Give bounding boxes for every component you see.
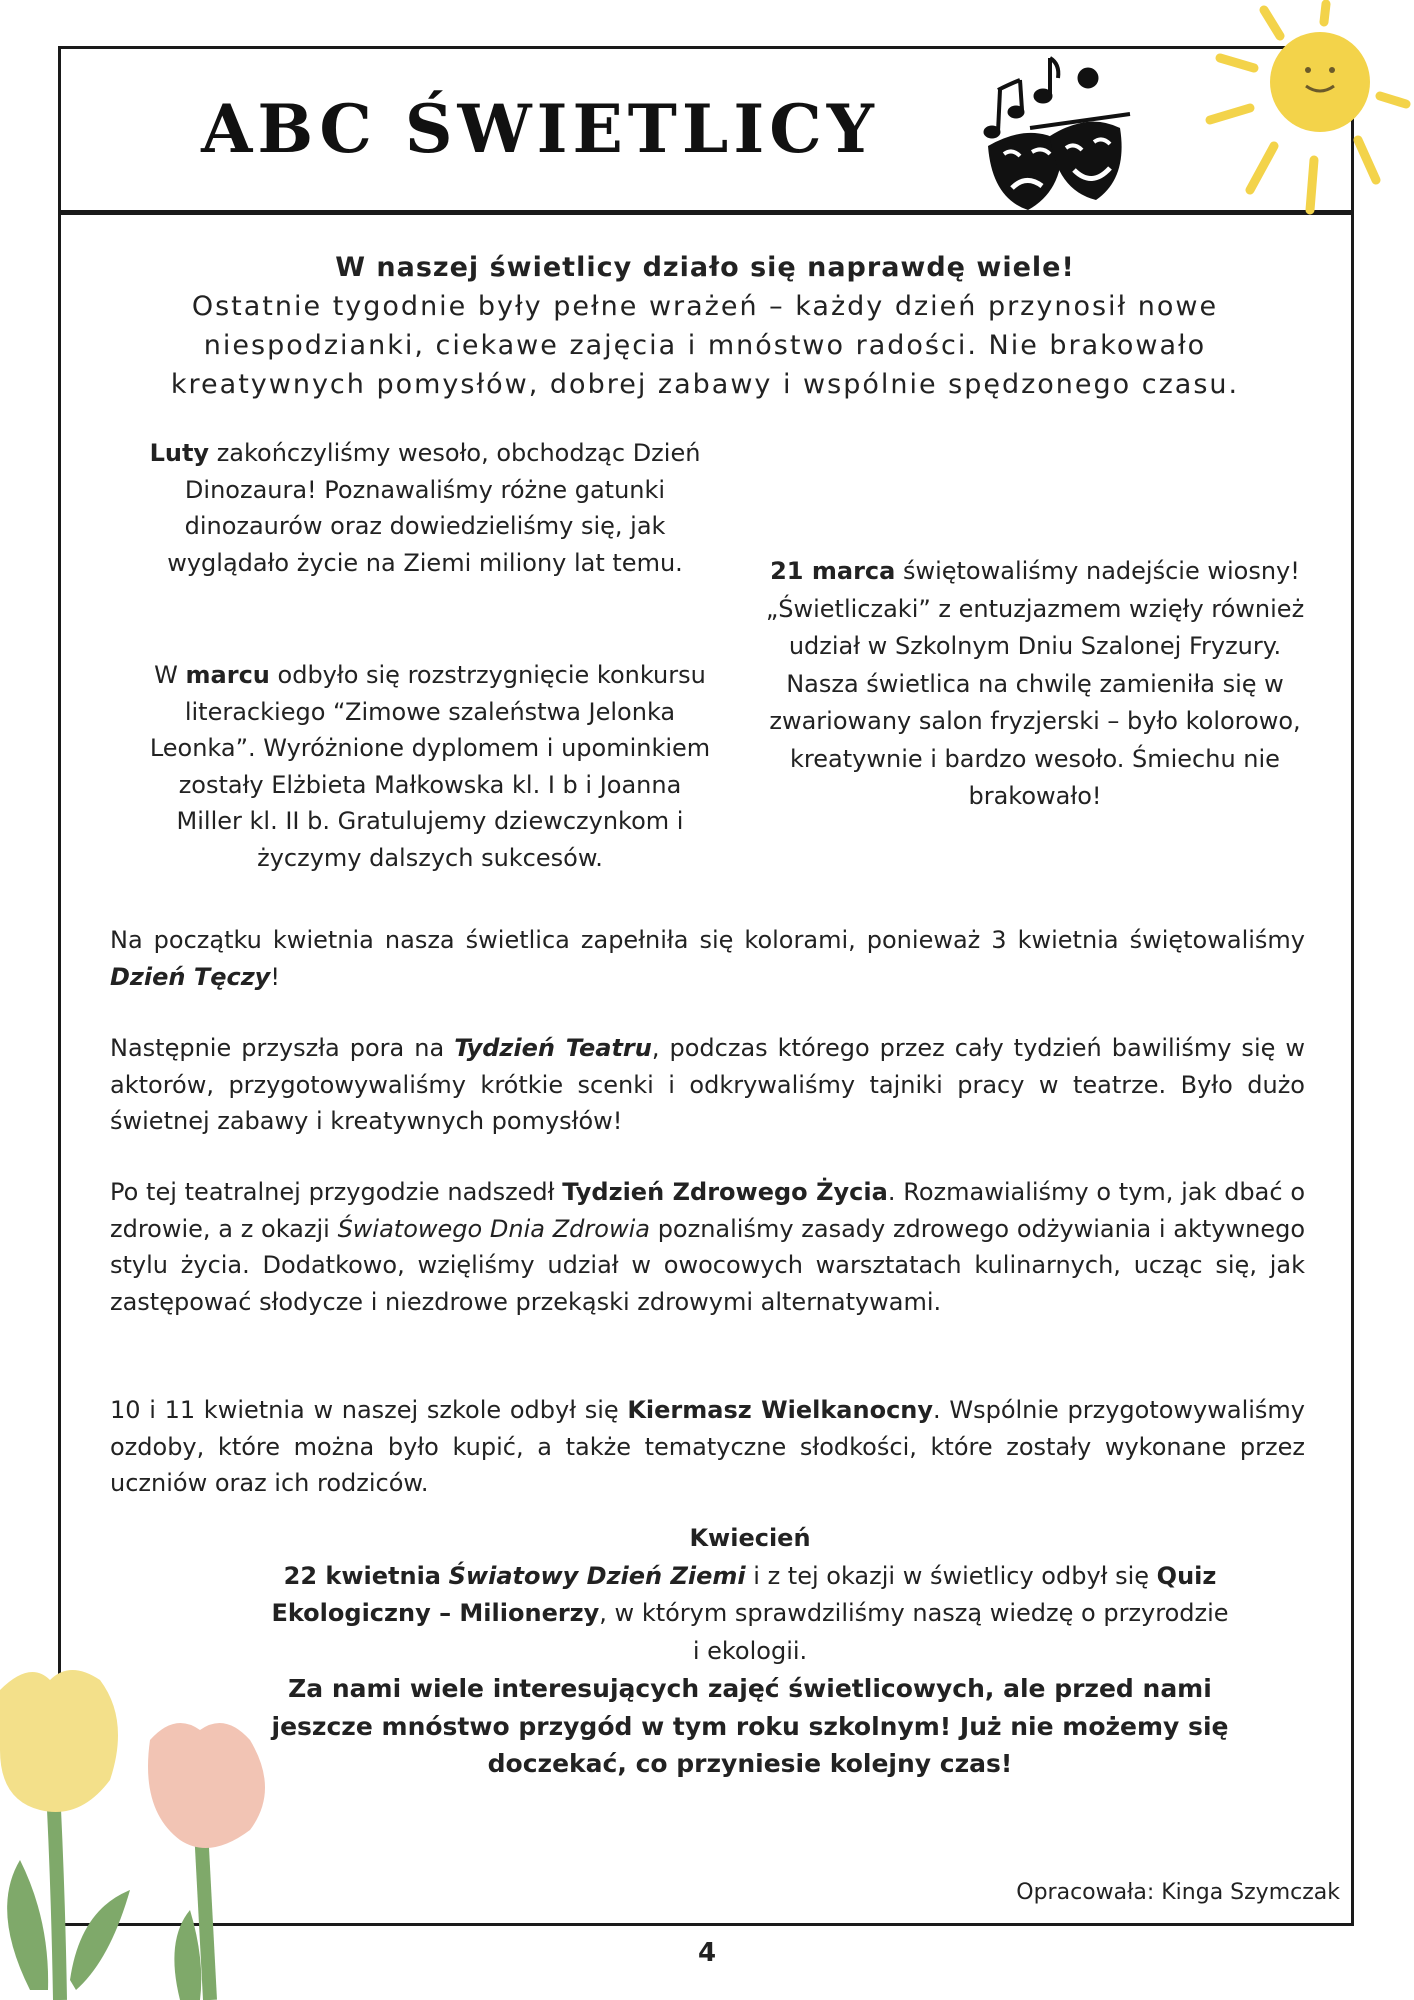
kiermasz-pre: 10 i 11 kwietnia w naszej szkole odbył się — [110, 1396, 628, 1424]
teczy-event: Dzień Tęczy — [110, 962, 271, 991]
page-title: ABC ŚWIETLICY — [201, 90, 879, 168]
zdrowie-pre: Po tej teatralnej przygodzie nadszedł — [110, 1178, 563, 1206]
theatre-masks-icon — [970, 50, 1140, 220]
teatr-post: , podczas którego przez cały tydzień bawiliśmy się w aktorów, przygotowywaliśmy krótkie scenki i odkrywaliśmy tajniki pracy w teatrze. Było dużo świetnej zabawy i kreatywnych pomysłów! — [110, 1034, 1306, 1135]
teczy-post: ! — [270, 962, 280, 991]
sun-icon — [1180, 0, 1414, 230]
intro-section — [130, 248, 1280, 404]
marzec-text: odbyło się rozstrzygnięcie konkursu literackiego “Zimowe szaleństwa Jelonka Leonka”. Wyróżnione dyplomem i upominkiem zostały Elżbieta Małkowska kl. I b i Joanna Miller kl. II b. Gratulujemy dziewczynkom i życzymy dalszych sukcesów. — [149, 661, 711, 872]
zdrowie-post: poznaliśmy zasady zdrowego odżywiania i aktywnego stylu życia. Dodatkowo, wzięliśmy udział w owocowych warsztatach kulinarnych, ucząc się, jak zastępować słodycze i niezdrowe przekąski zdrowymi alternatywami. — [110, 1214, 1306, 1316]
kwiecien-text1: i z tej okazji w świetlicy odbył się — [745, 1561, 1157, 1590]
mask-happy-icon — [1050, 122, 1122, 200]
zdrowie-italic: Światowego Dnia Zdrowia — [337, 1214, 650, 1243]
page-number: 4 — [697, 1938, 717, 1968]
kwiecien-date: 22 kwietnia — [283, 1561, 441, 1590]
kwiecien-text — [270, 1558, 1230, 1671]
mask-sad-icon — [988, 133, 1062, 210]
kwiecien-quiz: Quiz Ekologiczny – Milionerzy — [271, 1561, 1217, 1627]
teatr-pre: Następnie przyszła pora na — [110, 1034, 455, 1062]
kwiecien-heading: Kwiecień — [689, 1524, 811, 1552]
teatr-event: Tydzień Teatru — [454, 1034, 652, 1062]
wiosna-paragraph — [765, 553, 1305, 816]
zdrowie-mid: . Rozmawialiśmy o tym, jak dbać o zdrowie, a z okazji — [110, 1178, 1305, 1243]
marzec-pre: W — [154, 661, 186, 689]
luty-text: zakończyliśmy wesoło, obchodząc Dzień Dinozaura! Poznawaliśmy różne gatunki dinozaurów oraz dowiedzieliśmy się, jak wyglądało życie na Ziemi miliony lat temu. — [167, 439, 701, 577]
closing-text: Za nami wiele interesujących zajęć świetlicowych, ale przed nami jeszcze mnóstwo przygód w tym roku szkolnym! Już nie możemy się doczekać, co przyniesie kolejny czas! — [271, 1674, 1229, 1778]
teczy-paragraph — [110, 922, 1305, 995]
zdrowie-paragraph — [110, 1174, 1305, 1320]
intro-text: Ostatnie tygodnie były pełne wrażeń – każdy dzień przynosił nowe niespodzianki, ciekawe zajęcia i mnóstwo radości. Nie brakowało kreatywnych pomysłów, dobrej zabawy i wspólnie spędzonego czasu. — [170, 291, 1240, 400]
wiosna-text: świętowaliśmy nadejście wiosny! „Świetliczaki” z entuzjazmem wzięły również udział w Szkolnym Dniu Szalonej Fryzury. Nasza świetlica na chwilę zamieniła się w zwariowany salon fryzjerski – było kolorowo, kreatywnie i bardzo wesoło. Śmiechu nie brakowało! — [765, 557, 1305, 810]
teatr-paragraph — [110, 1030, 1305, 1140]
kwiecien-section — [270, 1520, 1230, 1783]
kiermasz-post: . Wspólnie przygotowywaliśmy ozdoby, które można było kupić, a także tematyczne słodkości, które zostały wykonane przez uczniów oraz ich rodziców. — [110, 1396, 1305, 1497]
luty-paragraph — [145, 435, 705, 581]
zdrowie-event: Tydzień Zdrowego Życia — [562, 1178, 888, 1206]
teczy-pre: Na początku kwietnia nasza świetlica zapełniła się kolorami, ponieważ 3 kwietnia świętowaliśmy — [110, 926, 1305, 954]
header-divider — [58, 210, 1354, 215]
kiermasz-paragraph — [110, 1392, 1305, 1502]
author-credit: Opracowała: Kinga Szymczak — [1016, 1880, 1340, 1905]
marzec-bold: marcu — [185, 661, 270, 689]
wiosna-bold: 21 marca — [770, 557, 896, 585]
intro-lead: W naszej świetlicy działo się naprawdę wiele! — [335, 252, 1075, 283]
marzec-paragraph — [145, 657, 715, 876]
kwiecien-text2: , w którym sprawdziliśmy naszą wiedzę o przyrodzie i ekologii. — [599, 1599, 1229, 1665]
kwiecien-event: Światowy Dzień Ziemi — [448, 1561, 746, 1590]
kiermasz-event: Kiermasz Wielkanocny — [627, 1396, 934, 1424]
luty-bold: Luty — [149, 439, 210, 467]
